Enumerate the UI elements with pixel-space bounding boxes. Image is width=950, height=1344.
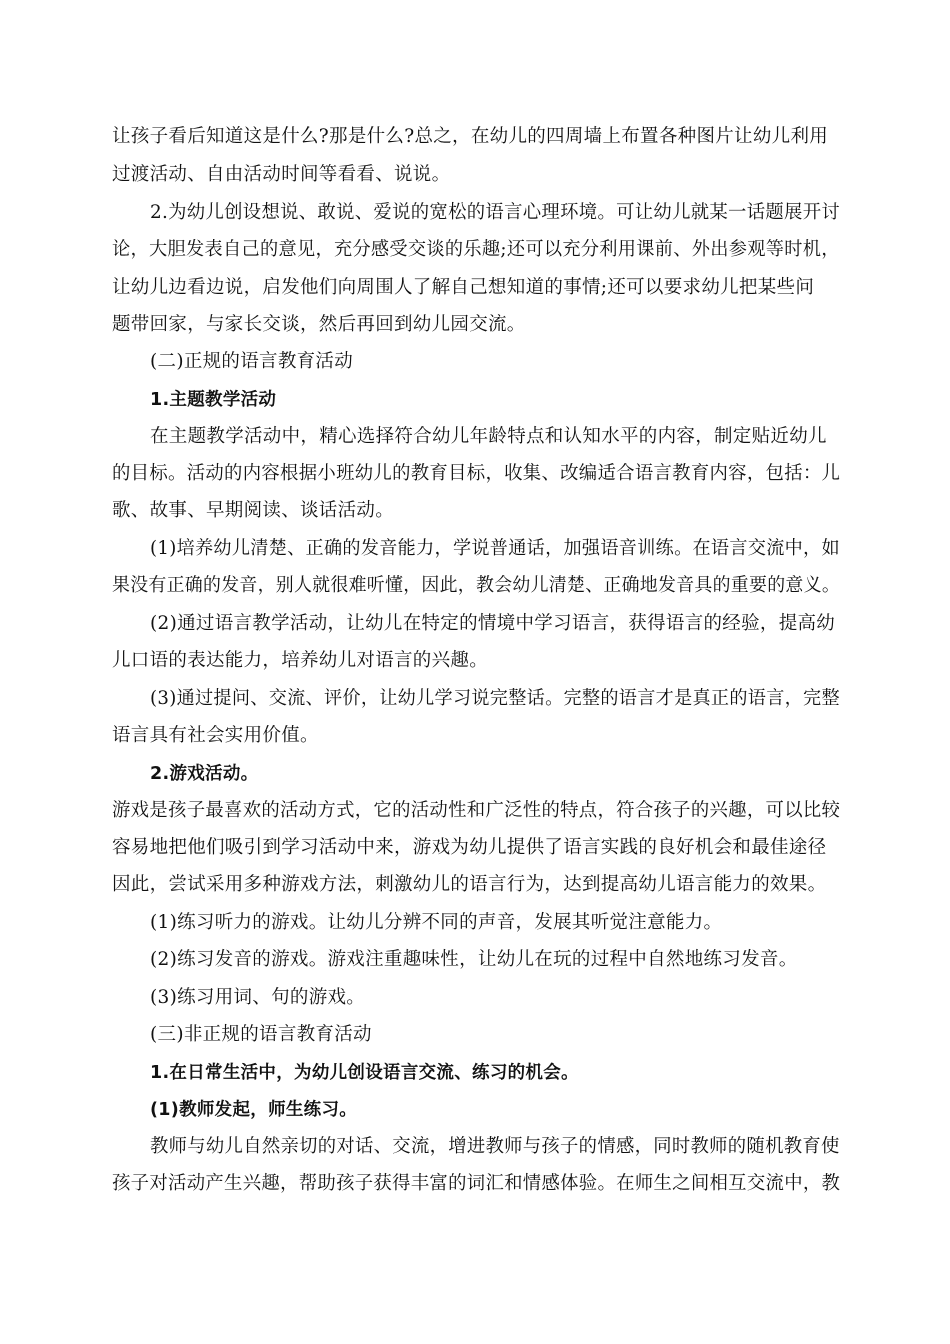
paragraph-line: (3)练习用词、句的游戏。: [150, 987, 366, 1008]
paragraph-line: 语言具有社会实用价值。: [112, 725, 319, 746]
paragraph-line: 让孩子看后知道这是什么?那是什么?总之，在幼儿的四周墙上布置各种图片让幼儿利用: [112, 126, 829, 147]
paragraph-line: 歌、故事、早期阅读、谈话活动。: [112, 500, 395, 521]
paragraph-line: 让幼儿边看边说，启发他们向周围人了解自己想知道的事情;还可以要求幼儿把某些问: [112, 277, 815, 298]
paragraph-line: 果没有正确的发音，别人就很难听懂，因此，教会幼儿清楚、正确地发音具的重要的意义。: [112, 575, 841, 596]
paragraph-line: 论，大胆发表自己的意见，充分感受交谈的乐趣;还可以充分利用课前、外出参观等时机，: [112, 239, 840, 260]
paragraph-line: (2)练习发音的游戏。游戏注重趣味性，让幼儿在玩的过程中自然地练习发音。: [150, 949, 798, 970]
paragraph-line: (1)培养幼儿清楚、正确的发音能力，学说普通话，加强语音训练。在语言交流中，如: [150, 538, 840, 559]
subsection-heading: 1.在日常生活中，为幼儿创设语言交流、练习的机会。: [150, 1063, 579, 1083]
paragraph-line: 题带回家，与家长交谈，然后再回到幼儿园交流。: [112, 314, 526, 335]
paragraph-line: 过渡活动、自由活动时间等看看、说说。: [112, 164, 451, 185]
subsection-heading: (1)教师发起，师生练习。: [150, 1100, 358, 1120]
paragraph-line: 的目标。活动的内容根据小班幼儿的教育目标，收集、改编适合语言教育内容，包括：儿: [112, 463, 841, 484]
paragraph-line: (3)通过提问、交流、评价，让幼儿学习说完整话。完整的语言才是真正的语言，完整: [150, 688, 840, 709]
paragraph-line: 在主题教学活动中，精心选择符合幼儿年龄特点和认知水平的内容，制定贴近幼儿: [150, 426, 827, 447]
paragraph-line: 孩子对活动产生兴趣，帮助孩子获得丰富的词汇和情感体验。在师生之间相互交流中，教: [112, 1173, 841, 1194]
paragraph-line: 因此，尝试采用多种游戏方法，刺激幼儿的语言行为，达到提高幼儿语言能力的效果。: [112, 874, 827, 895]
paragraph-line: 2.为幼儿创设想说、敢说、爱说的宽松的语言心理环境。可让幼儿就某一话题展开讨: [150, 202, 841, 223]
paragraph-line: 教师与幼儿自然亲切的对话、交流，增进教师与孩子的情感，同时教师的随机教育使: [150, 1136, 840, 1157]
subsection-heading: 1.主题教学活动: [150, 390, 277, 410]
paragraph-line: 容易地把他们吸引到学习活动中来，游戏为幼儿提供了语言实践的良好机会和最佳途径: [112, 837, 827, 858]
section-heading: (二)正规的语言教育活动: [150, 351, 354, 372]
section-heading: (三)非正规的语言教育活动: [150, 1024, 372, 1045]
paragraph-line: 游戏是孩子最喜欢的活动方式，它的活动性和广泛性的特点，符合孩子的兴趣，可以比较: [112, 800, 841, 821]
subsection-heading: 2.游戏活动。: [150, 764, 259, 784]
paragraph-line: (2)通过语言教学活动，让幼儿在特定的情境中学习语言，获得语言的经验，提高幼: [150, 613, 836, 634]
paragraph-line: 儿口语的表达能力，培养幼儿对语言的兴趣。: [112, 650, 489, 671]
paragraph-line: (1)练习听力的游戏。让幼儿分辨不同的声音，发展其听觉注意能力。: [150, 912, 723, 933]
